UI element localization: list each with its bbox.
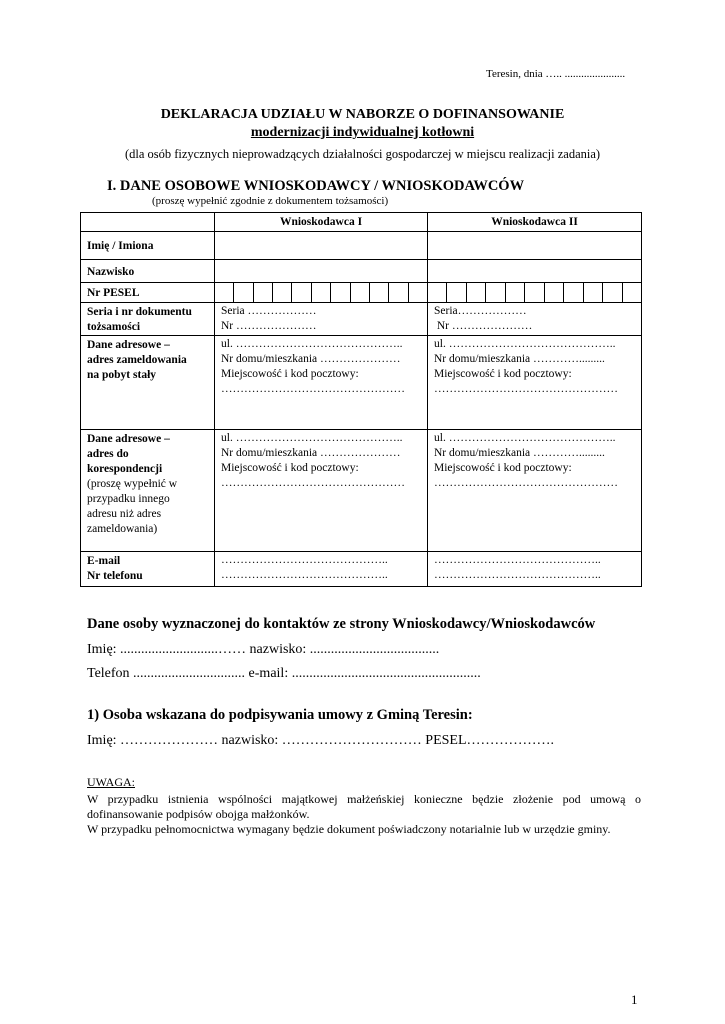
page-number: 1: [631, 992, 638, 1007]
table-row: [81, 430, 642, 552]
notice-paragraph-1: W przypadku istnienia wspólności majątkowej małżeńskiej konieczne będzie złożenie pod umową o dofinansowanie podpisów obojga małżonków.: [87, 792, 641, 821]
id-document-field-applicant-1[interactable]: Seria ……………… Nr …………………: [215, 303, 428, 336]
id-document-field-applicant-2[interactable]: Seria……………… Nr …………………: [428, 303, 642, 336]
registered-address-field-applicant-1[interactable]: ul. …………………………………….. Nr domu/mieszkania ………………… Miejscowość i kod pocztowy: …………………………………………: [215, 336, 428, 430]
email-phone-field-applicant-1[interactable]: …………………………………….. ……………………………………..: [215, 552, 428, 587]
notice-heading: UWAGA:: [87, 775, 135, 789]
row-label-names: Imię / Imiona: [81, 232, 215, 260]
row-label-id-document: Seria i nr dokumentu tożsamości: [81, 303, 215, 336]
row-label-email-phone: E-mail Nr telefonu: [81, 552, 215, 587]
signatory-line[interactable]: Imię: ………………… nazwisko: ………………………… PESEL……………….: [87, 733, 555, 748]
notice-paragraph-2: W przypadku pełnomocnictwa wymagany będzie dokument poświadczony notarialnie lub w urzędzie gminy.: [87, 822, 611, 836]
table-row: [81, 260, 642, 283]
document-title: DEKLARACJA UDZIAŁU W NABORZE O DOFINANSOWANIE: [160, 107, 565, 122]
row-label-pesel: Nr PESEL: [81, 283, 215, 303]
row-label-surname: Nazwisko: [81, 260, 215, 283]
contact-name-line[interactable]: Imię: ............................…… nazwisko: .....................................: [87, 642, 440, 657]
contact-person-heading: Dane osoby wyznaczonej do kontaktów ze strony Wnioskodawcy/Wnioskodawców: [87, 616, 596, 632]
signatory-heading: 1) Osoba wskazana do podpisywania umowy z Gminą Teresin:: [87, 707, 473, 723]
row-label-correspondence-address: Dane adresowe – adres do korespondencji (proszę wypełnić w przypadku innego adresu niż adres zameldowania): [81, 430, 215, 552]
table-header-row: [81, 213, 642, 232]
email-phone-field-applicant-2[interactable]: …………………………………….. ……………………………………..: [428, 552, 642, 587]
surname-field-applicant-2[interactable]: [428, 260, 642, 283]
pesel-boxes-applicant-2[interactable]: [428, 283, 642, 303]
correspondence-address-field-applicant-2[interactable]: ul. …………………………………….. Nr domu/mieszkania …………......... Miejscowość i kod pocztowy: …………………………………………: [428, 430, 642, 552]
contact-phone-email-line[interactable]: Telefon ................................ e-mail: ......................................................: [87, 666, 481, 681]
document-scope-note: (dla osób fizycznych nieprowadzących działalności gospodarczej w miejscu realizacji zadania): [124, 147, 601, 161]
names-field-applicant-2[interactable]: [428, 232, 642, 260]
names-field-applicant-1[interactable]: [215, 232, 428, 260]
surname-field-applicant-1[interactable]: [215, 260, 428, 283]
section-note: (proszę wypełnić zgodnie z dokumentem tożsamości): [152, 195, 389, 207]
column-header-applicant-2: Wnioskodawca II: [428, 213, 642, 232]
date-line: Teresin, dnia ….. ......................: [486, 68, 626, 80]
section-heading: I. DANE OSOBOWE WNIOSKODAWCY / WNIOSKODAWCÓW: [107, 178, 525, 194]
applicants-table: [80, 212, 642, 587]
row-label-registered-address: Dane adresowe – adres zameldowania na pobyt stały: [81, 336, 215, 430]
table-row: [81, 303, 642, 336]
registered-address-field-applicant-2[interactable]: ul. …………………………………….. Nr domu/mieszkania …………......... Miejscowość i kod pocztowy: …………………………………………: [428, 336, 642, 430]
correspondence-address-field-applicant-1[interactable]: ul. …………………………………….. Nr domu/mieszkania ………………… Miejscowość i kod pocztowy: …………………………………………: [215, 430, 428, 552]
pesel-boxes-applicant-1[interactable]: [215, 283, 428, 303]
column-header-applicant-1: Wnioskodawca I: [215, 213, 428, 232]
document-subtitle-underlined: modernizacji indywidualnej kotłowni: [250, 125, 475, 140]
table-row: [81, 552, 642, 587]
table-row: [81, 283, 642, 303]
table-row: [81, 336, 642, 430]
table-row: [81, 232, 642, 260]
